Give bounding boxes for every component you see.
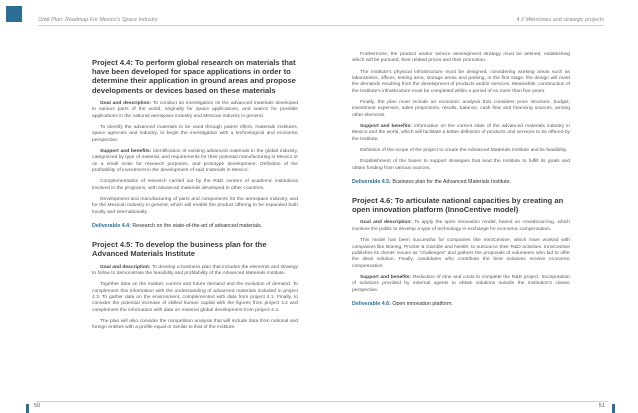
right-para5: Definition of the scope of the project to create the Advanced Materials Institute and its feasibility.: [360, 148, 568, 154]
project-4-6-title: Project 4.6: To articulate national capacities by creating an open innovation platform (InnoCentive model): [352, 196, 564, 215]
right-column: [352, 52, 570, 402]
support-text: Reduction of time and costs to complete the R&D project. Incorporation of solutions provided by external agents to obtain solutions outside the institution's classic perspective.: [352, 274, 570, 293]
header-right-title: 4 // Milestones and strategic projects: [516, 17, 604, 23]
project-4-5-title: Project 4.5: To develop the business plan for the Advanced Materials Institute: [92, 240, 267, 259]
deliverable-4-4: [92, 223, 298, 230]
footer-accent-left: [26, 404, 29, 413]
right-para1: Furthermore, the product and/or service development strategy must be defined, establishing which will be pursued, their related prices and their promotion.: [352, 52, 570, 64]
right-para2: The Institute's physical infrastructure must be designed, considering working areas such as laboratories, offices, testing area, storage areas and parking, in the first stage; the design will meet the demands resulting from the development of products and/or services. Meanwhile, construction of the Institute's infrastructure must be completed within a period of no more than five years.: [352, 69, 570, 94]
document-logo-icon: [6, 6, 22, 22]
support-text: Identification of existing advanced materials in the global industry, categorized by type of material, and requirements for their potential manufacturing in Mexico or on a small scale for research purposes, and prototype development. Definition of the profitability of investment in the development of said materials in Mexico.: [92, 148, 298, 174]
footer-rule: [36, 401, 608, 402]
header-left-title: Orbit Plan: Roadmap For Mexico's Space Industry: [38, 17, 158, 23]
project-4-4-support: [92, 149, 298, 175]
footer-accent-right: [612, 404, 615, 413]
right-para6: Establishment of the bases to support strategies that lead the Institute to fulfill its goals and obtain funding from various sources.: [352, 159, 570, 171]
support-label: Support and benefits:: [360, 274, 412, 280]
goal-label: Goal and description:: [360, 220, 413, 226]
header-rule: [38, 25, 604, 26]
deliverable-4-6: [352, 301, 570, 308]
deliverable-label: Deliverable 4.4:: [92, 223, 131, 230]
project-4-5-para3: The plan will also consider the competition analysis that will include data from national and foreign entities with a profile equal or similar to that of the Institute.: [92, 318, 298, 331]
goal-text: To apply the open innovation model, based on crowdsourcing, which involves the public to develop a type of technology in exchange for economic compensation.: [352, 220, 570, 232]
deliverable-text: Business plan for the Advanced Materials Institute.: [392, 179, 512, 186]
page-number-right: 51: [598, 403, 605, 409]
project-4-6-para2: This model has been successful for companies like InnoCentive, which have worked with companies like Boeing, Procter & Gamble and Nestlé, to outsource their R&D activities. InnoCentive publishes its clients' issues as "challenges" and gathers the proposals of volunteers who bid to offer the ideal solution. Finally, candidates who contribute the best solutions receive economic compensation.: [352, 238, 570, 269]
project-4-4-goal: [92, 101, 298, 120]
support-label: Support and benefits:: [100, 148, 152, 154]
support-text: Information on the current state of the advanced materials industry in Mexico and the world, which will facilitate a better definition of products and services to be offered by the Institute.: [352, 124, 570, 142]
project-4-5-para2: Together data on the market, current and future demand and the evolution of demand. To complement this information with the understanding of advanced materials included in project 4.3. To gather data on the environment, complemented with data from project 4.1. Finally, to consider the potential increase of skilled human capital with the figures from project 4.2 and complement the information with data on material global development from project 4.4.: [92, 282, 298, 313]
right-para3: Finally, the plan must include an economic analysis that considers price structure, budget, investment expenses, sales projections, results, balance, cash flow and financing sources, among other elements.: [352, 100, 570, 118]
left-column: [92, 58, 298, 408]
project-4-6-goal: [352, 220, 570, 233]
goal-text: To develop a business plan that includes the elements and strategy to follow to demonstrate the feasibility and profitability of the Advanced Materials Institute.: [92, 264, 298, 276]
goal-label: Goal and description:: [100, 100, 152, 106]
page-number-left: 50: [34, 403, 41, 409]
support-label: Support and benefits:: [360, 124, 412, 130]
deliverable-text: Open innovation platform.: [392, 301, 454, 308]
project-4-5-goal: [92, 265, 298, 278]
project-4-4-para2: To identify the advanced materials to be used through patent offers, materials institutes, space agencies and industry, to begin the investigation with a technological and economic perspective.: [92, 124, 298, 143]
deliverable-4-5: [352, 179, 570, 186]
deliverable-text: Research on the state-of-the-art of advanced materials.: [132, 223, 263, 230]
project-4-4-para5: Development and manufacturing of parts and components for the aerospace industry, and for the Mexican industry in general, which will enable the product offering to be expanded both locally and internationally.: [92, 196, 298, 215]
project-4-6-support: [352, 275, 570, 294]
deliverable-label: Deliverable 4.5:: [352, 179, 391, 186]
goal-text: To conduct an investigation on the advanced materials developed in various parts of the world, originally for space applications, and search for possible applications in the national aerospace industry and Mexican industry in general.: [92, 100, 298, 119]
deliverable-label: Deliverable 4.6:: [352, 301, 391, 308]
goal-label: Goal and description:: [100, 264, 151, 270]
right-support: [352, 124, 570, 143]
project-4-4-para4: Complementation of research carried out by the R&D centers of academic institutions involved in the programs, with advanced materials developed in other countries.: [92, 179, 298, 191]
project-4-4-title: Project 4.4: To perform global research on materials that have been developed for space applications in order to determine their application in ground areas and propose developments or devices based on these materials: [92, 58, 296, 95]
